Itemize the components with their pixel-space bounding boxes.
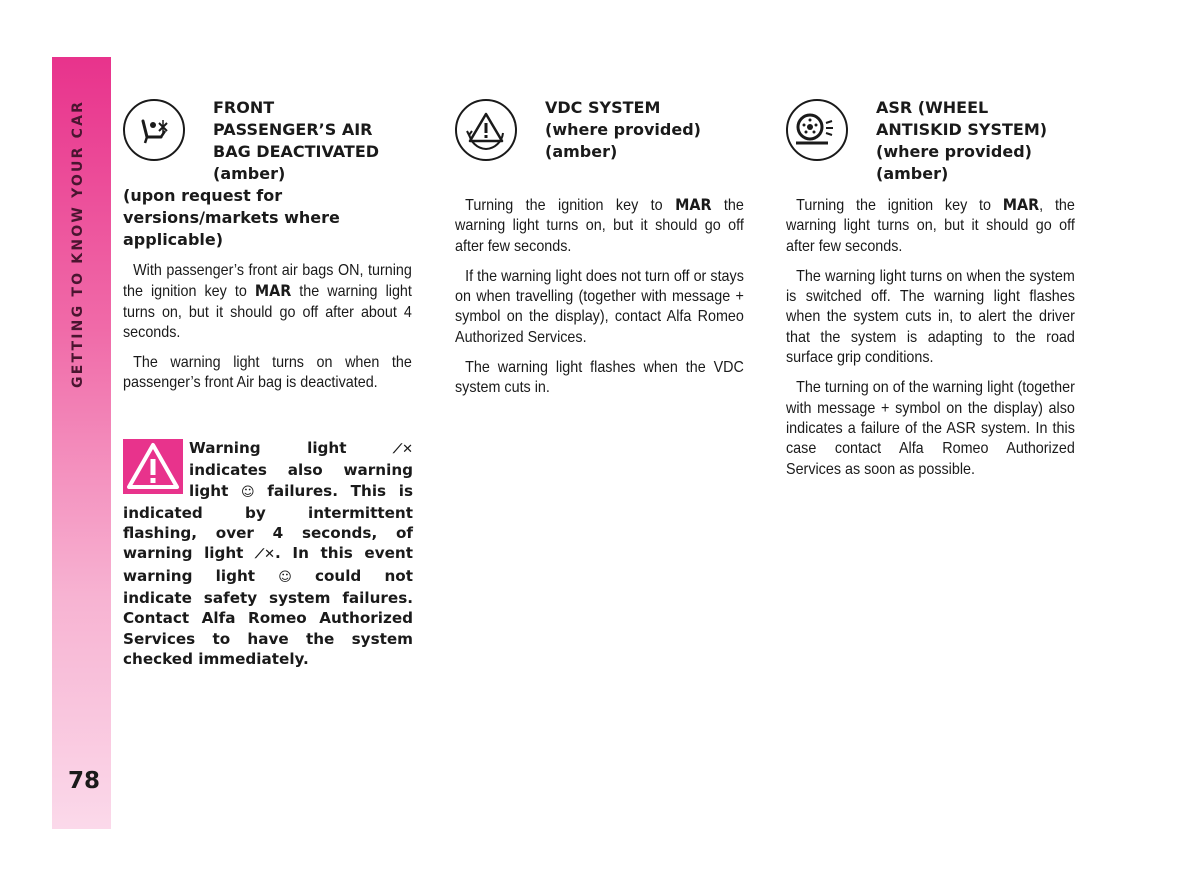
text: indicates also warning light: [189, 461, 413, 500]
title-line: ANTISKID SYSTEM): [876, 120, 1048, 139]
section-vdc: [455, 97, 747, 409]
paragraph: The warning light turns on when the system is switched off. The warning light flashes when the system cuts in, to alert the driver that the system is adapting to the road surface grip conditions.: [786, 267, 1075, 367]
paragraph: [455, 195, 744, 257]
key-position: MAR: [254, 282, 292, 301]
title-line: ASR (WHEEL: [876, 98, 989, 117]
text: , the warning light turns on, but it should go off after few seconds.: [786, 197, 1075, 255]
section-title: [545, 97, 747, 163]
title-line: BAG DEACTIVATED: [213, 142, 380, 161]
title-line: PASSENGER’S AIR: [213, 120, 373, 139]
text: . In this event warning light: [123, 544, 413, 585]
paragraph: [123, 261, 412, 343]
airbag-deactivated-icon: [123, 99, 185, 161]
text: With passenger’s front air bags ON, turning the ignition key to: [123, 262, 412, 301]
key-position: MAR: [675, 196, 712, 214]
text: Warning light: [189, 439, 393, 457]
title-line: (amber): [876, 164, 949, 183]
text: the warning light turns on, but it should go off after few seconds.: [455, 197, 744, 255]
subtitle-line: (upon request for: [123, 186, 283, 205]
title-line: (where provided): [876, 142, 1032, 161]
asr-wheel-icon: [786, 99, 848, 161]
text: the warning light turns on, but it should go off after about 4 seconds.: [123, 283, 412, 341]
paragraph: The turning on of the warning light (together with message + symbol on the display) also indicates a failure of the ASR system. In this case contact Alfa Romeo Authorized Services as soon as possible.: [786, 379, 1075, 478]
key-position: MAR: [1002, 196, 1040, 214]
paragraph: If the warning light does not turn off or stays on when travelling (together with message + symbol on the display), contact Alfa Romeo Authorized Services.: [455, 267, 744, 346]
title-line: (where provided): [545, 120, 701, 139]
airbag-icon: ☺: [278, 569, 292, 585]
subtitle-line: versions/markets where: [123, 208, 340, 227]
text: could not indicate safety system failures. Contact Alfa Romeo Authorized Services to have the system checked immediately.: [123, 566, 413, 668]
section-subtitle: [123, 185, 415, 251]
warning-note: [123, 438, 413, 669]
subtitle-line: applicable): [123, 230, 224, 249]
paragraph: The warning light turns on when the passenger’s front Air bag is deactivated.: [123, 354, 412, 392]
vdc-warning-icon: [455, 99, 517, 161]
chapter-title: GETTING TO KNOW YOUR CAR: [70, 99, 86, 388]
text: Turning the ignition key to: [796, 197, 1003, 214]
paragraph: [786, 195, 1075, 257]
section-title: [876, 97, 1078, 185]
paragraph: The warning light flashes when the VDC system cuts in.: [455, 359, 744, 397]
title-line: FRONT: [213, 98, 275, 117]
title-line: VDC SYSTEM: [545, 98, 661, 117]
airbag-deactivated-icon: ⟋✕: [393, 442, 413, 457]
warning-triangle-icon: [123, 439, 183, 494]
section-title: [213, 97, 415, 185]
page-number: 78: [68, 768, 101, 794]
title-line: (amber): [545, 142, 618, 161]
text: Turning the ignition key to: [465, 197, 676, 214]
title-line: (amber): [213, 164, 286, 183]
section-asr: [786, 97, 1078, 490]
airbag-icon: ☺: [241, 484, 255, 500]
airbag-deactivated-icon: ⟋✕: [255, 547, 276, 563]
text: failures. This is indicated by intermittent flashing, over 4 seconds, of warning light: [123, 481, 413, 563]
section-airbag: [123, 97, 415, 404]
